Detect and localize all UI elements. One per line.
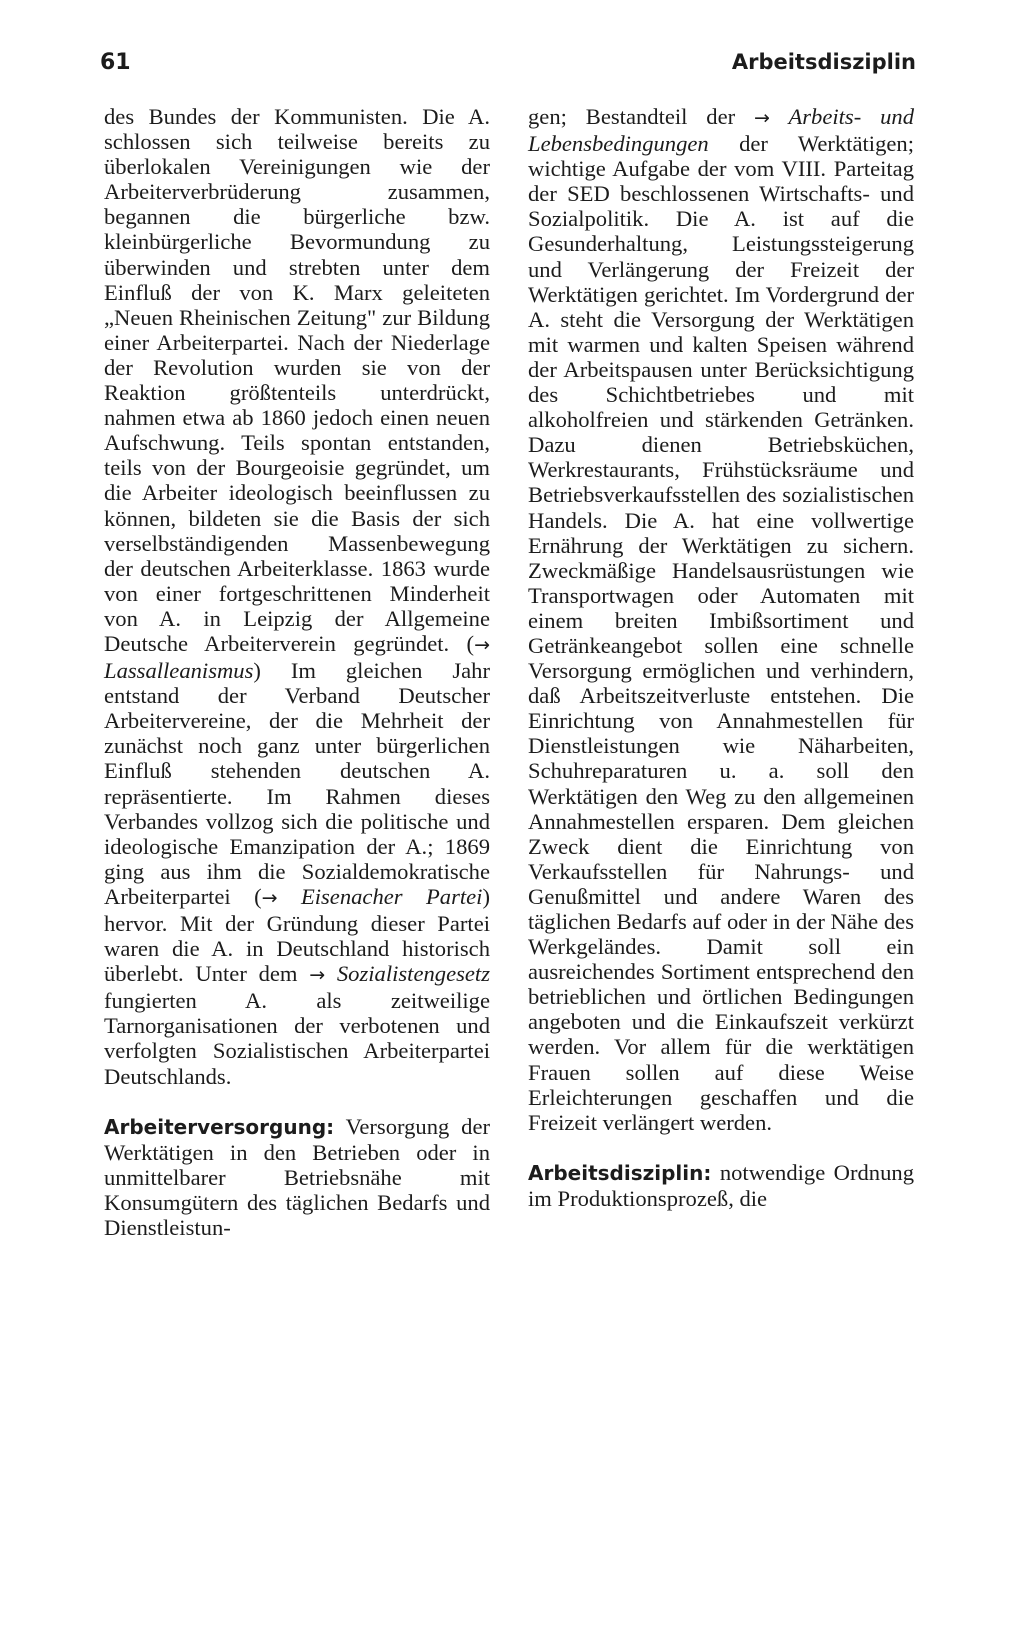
cross-reference-sozialistengesetz: Sozialistengesetz	[325, 961, 490, 987]
entry-headword: Arbeiterversorgung:	[104, 1114, 335, 1139]
body-text: der Werktätigen; wichtige Aufgabe der vom VIII. Parteitag der SED beschlossenen Wirtschafts- und Sozialpolitik. Die A. ist auf die Gesunderhaltung, Leistungssteigerung und Verlängerung der Freizeit der Werktätigen gerichtet. Im Vordergrund der A. steht die Versorgung der Werktätigen mit warmen und kalten Speisen während der Arbeitspausen unter Berücksichtigung des Schichtbetriebes und mit alkoholfreien und stärkenden Getränken. Dazu dienen Betriebsküchen, Werkrestaurants, Frühstücksräume und Betriebsverkaufsstellen des sozialistischen Handels. Die A. hat eine vollwertige Ernährung der Werktätigen zu sichern. Zweckmäßige Handelsausrüstungen wie Transportwagen oder Automaten mit einem breiten Imbißsortiment und Getränkeangebot sollen eine schnelle Versorgung ermöglichen und verhindern, daß Arbeitszeitverluste entstehen. Die Einrichtung von Annahmestellen für Dienstleistungen wie Näharbeiten, Schuhreparaturen u. a. soll den Werktätigen den Weg zu den allgemeinen Annahmestellen ersparen. Dem gleichen Zweck dient die Einrichtung von Verkaufsstellen für Nahrungs- und Genußmittel und andere Waren des täglichen Bedarfs auf oder in der Nähe des Werkgeländes. Damit soll ein ausreichendes Sortiment entsprechend den betrieblichen und örtlichen Bedingungen angeboten und die Einkaufszeit verkürzt werden. Vor allem für die werktätigen Frauen sollen auf diese Weise Erleichterungen geschaffen und die Freizeit verlängert werden.	[528, 131, 914, 1135]
body-text: Versorgung der Werktätigen in den Betrieben oder in unmittelbarer Betriebsnähe mit Konsumgütern des täglichen Bedarfs und Dienstleistun-	[104, 1113, 490, 1241]
body-text: fungierten A. als zeitweilige Tarnorganisationen der verbotenen und verfolgten Sozialistischen Arbeiterpartei Deutschlands.	[104, 988, 490, 1089]
body-text: ) hervor. Mit der Gründung dieser Partei waren die A. in Deutschland historisch überlebt. Unter dem	[104, 883, 490, 987]
cross-reference-arrow-icon: →	[309, 964, 326, 987]
cross-reference-arrow-icon: →	[261, 886, 278, 909]
body-text: ) Im gleichen Jahr entstand der Verband Deutscher Arbeitervereine, der die Mehrheit der zunächst noch ganz unter bürgerlichen Einfluß stehenden deutschen A. repräsentierte. Im Rahmen dieses Verbandes vollzog sich die politische und ideologische Emanzipation der A.; 1869 ging aus ihm die Sozialdemokratische Arbeiterpartei (	[104, 658, 490, 909]
body-text: gen; Bestandteil der	[528, 104, 755, 129]
right-column	[528, 104, 914, 1211]
body-text: des Bundes der Kommunisten. Die A. schlossen sich teilweise bereits zu überlokalen Vereinigungen wie der Arbeiterverbrüderung zusammen, begannen die bürgerliche bzw. kleinbürgerliche Bevormundung zu überwinden und strebten unter dem Einfluß der von K. Marx geleiteten „Neuen Rheinischen Zeitung" zur Bildung einer Arbeiterpartei. Nach der Niederlage der Revolution wurden sie von der Reaktion größtenteils unterdrückt, nahmen etwa ab 1860 jedoch einen neuen Aufschwung. Teils spontan entstanden, teils von der Bourgeoisie gegründet, um die Arbeiter ideologisch beeinflussen zu können, bildeten sie die Basis der sich verselbständigenden Massenbewegung der deutschen Arbeiterklasse. 1863 wurde von einer fortgeschrittenen Minderheit von A. in Leipzig der Allgemeine Deutsche Arbeiterverein gegründet. (	[104, 104, 490, 656]
cross-reference-arbeits-und-lebensbedingungen: Arbeits- und Lebensbedingungen	[528, 104, 915, 157]
entry-arbeiterversorgung	[104, 1114, 490, 1240]
entry-continuation-paragraph	[528, 104, 914, 1135]
cross-reference-arrow-icon: →	[474, 633, 490, 656]
cross-reference-eisenacher-partei: Eisenacher Partei	[277, 883, 483, 909]
page-number: 61	[100, 50, 131, 75]
entry-continuation-paragraph	[104, 104, 490, 1089]
cross-reference-lassalleanismus: Lassalleanismus	[104, 658, 254, 684]
left-column	[104, 104, 490, 1240]
body-text: notwendige Ordnung im Produktionsprozeß, die	[528, 1159, 914, 1211]
page-header	[100, 50, 916, 90]
entry-arbeitsdisziplin	[528, 1160, 914, 1211]
running-head: Arbeitsdisziplin	[731, 50, 916, 74]
entry-headword: Arbeitsdisziplin:	[528, 1160, 712, 1185]
cross-reference-arrow-icon: →	[754, 107, 770, 129]
